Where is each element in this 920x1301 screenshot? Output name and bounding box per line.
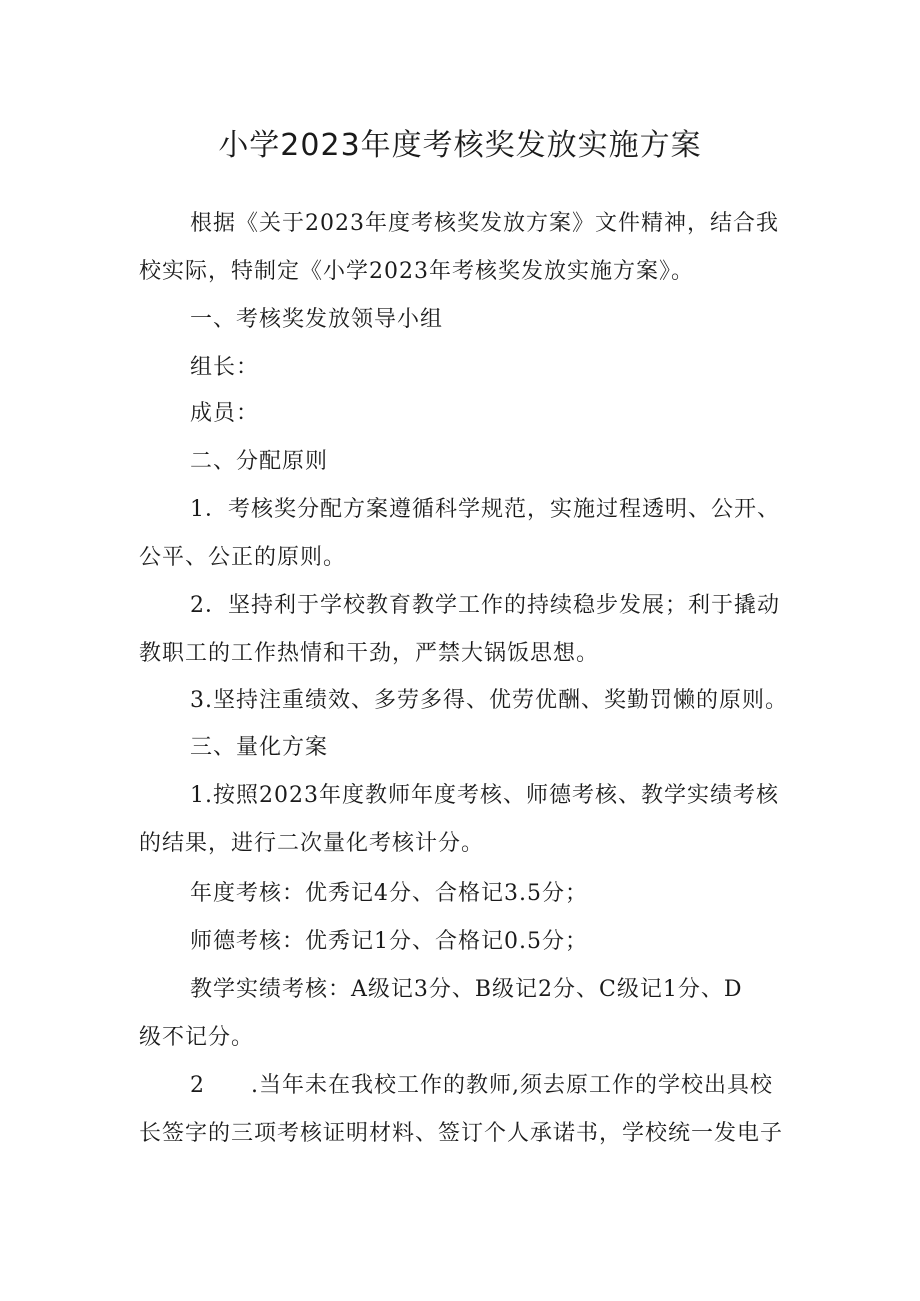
teaching-performance-scoring-line-1: 教学实绩考核：A级记3分、B级记2分、C级记1分、D bbox=[190, 977, 743, 1002]
group-leader-label: 组长： bbox=[190, 355, 260, 380]
section-heading-principles: 二、分配原则 bbox=[190, 449, 329, 474]
quantification-1-line-2: 的结果，进行二次量化考核计分。 bbox=[139, 831, 485, 856]
principle-1-line-2: 公平、公正的原则。 bbox=[139, 545, 347, 570]
section-heading-leadership-group: 一、考核奖发放领导小组 bbox=[190, 307, 444, 332]
teaching-performance-scoring-line-2: 级不记分。 bbox=[139, 1025, 255, 1050]
ethics-assessment-scoring: 师德考核：优秀记1分、合格记0.5分； bbox=[190, 929, 588, 954]
principle-3: 3.坚持注重绩效、多劳多得、优劳优酬、奖勤罚懒的原则。 bbox=[190, 688, 788, 713]
intro-paragraph-line-1: 根据《关于2023年度考核奖发放方案》文件精神，结合我 bbox=[190, 211, 779, 236]
quantification-2-line-1: 2 .当年未在我校工作的教师,须去原工作的学校出具校 bbox=[190, 1073, 773, 1098]
document-title: 小学2023年度考核奖发放实施方案 bbox=[218, 128, 702, 163]
principle-1-line-1: 1．考核奖分配方案遵循科学规范，实施过程透明、公开、 bbox=[190, 497, 780, 522]
principle-2-line-1: 2．坚持利于学校教育教学工作的持续稳步发展；利于撬动 bbox=[190, 593, 780, 618]
section-heading-quantification: 三、量化方案 bbox=[190, 735, 329, 760]
quantification-2-line-2: 长签字的三项考核证明材料、签订个人承诺书，学校统一发电子 bbox=[139, 1121, 784, 1146]
intro-paragraph-line-2: 校实际，特制定《小学2023年考核奖发放实施方案》。 bbox=[139, 259, 694, 284]
annual-assessment-scoring: 年度考核：优秀记4分、合格记3.5分； bbox=[190, 881, 588, 906]
principle-2-line-2: 教职工的工作热情和干劲，严禁大锅饭思想。 bbox=[139, 641, 600, 666]
quantification-1-line-1: 1.按照2023年度教师年度考核、师德考核、教学实绩考核 bbox=[190, 783, 779, 808]
group-members-label: 成员： bbox=[190, 401, 260, 426]
